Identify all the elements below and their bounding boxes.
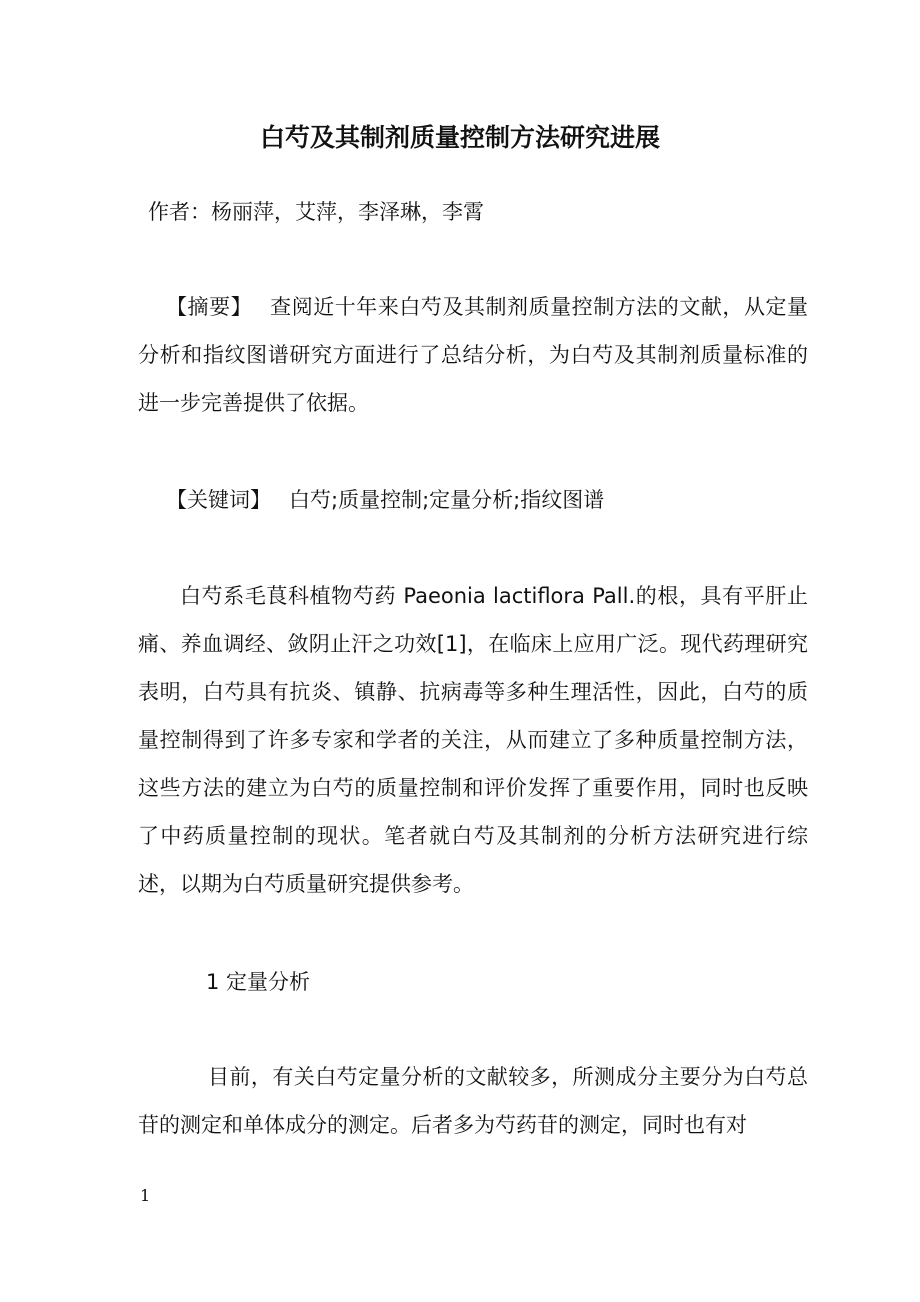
abstract-text: 查阅近十年来白芍及其制剂质量控制方法的文献，从定量分析和指纹图谱研究方面进行了总结分析，为白芍及其制剂质量标准的进一步完善提供了依据。 xyxy=(138,295,809,415)
keywords-paragraph xyxy=(138,476,808,524)
author-line: 作者：杨丽萍，艾萍，李泽琳，李霄 xyxy=(148,200,484,224)
keywords-label: 【关键词】 xyxy=(166,488,271,512)
body-paragraph-2: 目前，有关白芍定量分析的文献较多，所测成分主要分为白芍总苷的测定和单体成分的测定。后者多为芍药苷的测定，同时也有对 xyxy=(138,1065,808,1137)
keywords-text: 白芍;质量控制;定量分析;指纹图谱 xyxy=(289,488,605,512)
document-title: 白芍及其制剂质量控制方法研究进展 xyxy=(259,123,660,152)
body-paragraph-1: 白芍系毛茛科植物芍药 Paeonia lactiflora Pall.的根，具有平肝止痛、养血调经、敛阴止汗之功效[1]，在临床上应用广泛。现代药理研究表明，白芍具有抗炎、镇静、抗病毒等多种生理活性，因此，白芍的质量控制得到了许多专家和学者的关注，从而建立了多种质量控制方法，这些方法的建立为白芍的质量控制和评价发挥了重要作用，同时也反映了中药质量控制的现状。笔者就白芍及其制剂的分析方法研究进行综述，以期为白芍质量研究提供参考。 xyxy=(138,584,808,896)
abstract-label: 【摘要】 xyxy=(166,295,253,319)
abstract-paragraph xyxy=(138,283,808,427)
section-heading: 1 定量分析 xyxy=(206,970,311,994)
page-number: 1 xyxy=(140,1186,151,1205)
